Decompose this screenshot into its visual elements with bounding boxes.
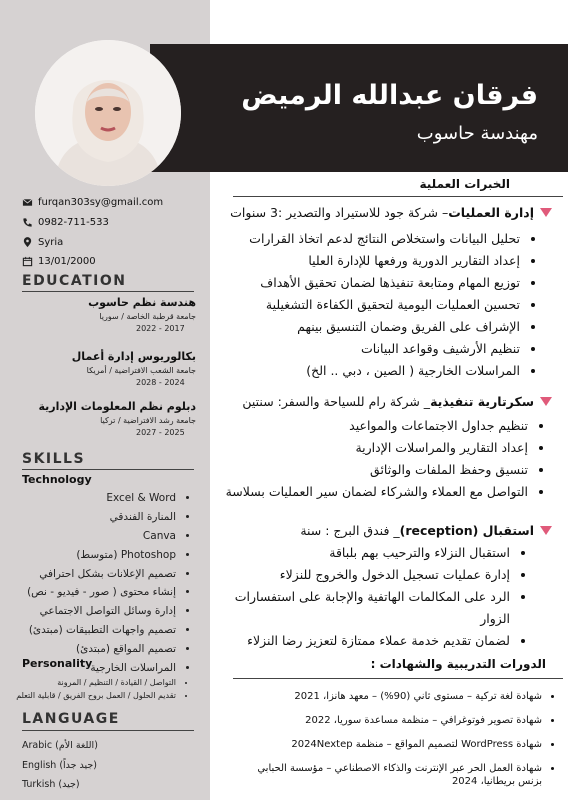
- skill-item: • تصميم المواقع (مبتدئ): [27, 640, 176, 659]
- bullet-item: • لضمان تقديم خدمة عملاء ممتازة لتعزيز رضا النزلاء: [220, 630, 510, 652]
- birthdate-text: 13/01/2000: [38, 256, 96, 267]
- education-years: 2017 - 2022: [136, 324, 185, 333]
- job-heading: [242, 394, 552, 409]
- candidate-role: مهندسة حاسوب: [416, 123, 538, 144]
- education-university: جامعة رشد الافتراضية / تركيا: [100, 416, 196, 425]
- experience-title: الخبرات العملية: [419, 177, 510, 191]
- skills-rule: [22, 469, 194, 470]
- bullet-item: • إعداد التقارير الدورية ورفعها للإدارة العليا: [249, 250, 520, 272]
- phone-text: 0982-711-533: [38, 217, 109, 228]
- education-university: جامعة قرطبة الخاصة / سوريا: [99, 312, 196, 321]
- profile-photo: [35, 40, 181, 186]
- skill-item: • إدارة وسائل التواصل الاجتماعي: [27, 602, 176, 621]
- location-text: Syria: [38, 237, 64, 248]
- technology-list: [27, 489, 190, 678]
- job-title: سكرتارية تنفيذية: [430, 394, 534, 409]
- personality-item: • تقديم الحلول / العمل بروح الفريق / قابلية التعلم: [16, 689, 176, 702]
- email-contact: [22, 197, 163, 208]
- experience-rule: [233, 196, 563, 197]
- bullet-item: • توزيع المهام ومتابعة تنفيذها لضمان تحقيق الأهداف: [249, 272, 520, 294]
- bullet-item: • الإشراف على الفريق وضمان التنسيق بينهم: [249, 316, 520, 338]
- bullet-item: • إدارة عمليات تسجيل الدخول والخروج للنزلاء: [220, 564, 510, 586]
- education-item: [16, 296, 196, 333]
- skill-item: • تصميم واجهات التطبيقات (مبتدئ): [27, 621, 176, 640]
- triangle-marker-icon: [540, 397, 552, 406]
- language-item: English (جيد جداً): [22, 760, 97, 771]
- job-bullets: [220, 542, 532, 652]
- job-bullets: [249, 228, 542, 382]
- education-degree: هندسة نظم حاسوب: [88, 296, 196, 309]
- course-item: • شهادة WordPress لتصميم المواقع – منظمة 2024Nextep: [242, 738, 542, 751]
- job-title: إدارة العمليات: [448, 205, 534, 220]
- triangle-marker-icon: [540, 526, 552, 535]
- course-item: • شهادة لغة تركية – مستوى ثاني (90%) – معهد هانزا، 2021: [242, 690, 542, 703]
- job-bullets: [226, 415, 550, 503]
- job-heading: [230, 205, 552, 220]
- bullet-item: • تحسين العمليات اليومية لتحقيق الكفاءة التشغيلية: [249, 294, 520, 316]
- personality-list: [16, 676, 190, 702]
- bullet-item: • تنسيق وحفظ الملفات والوثائق: [226, 459, 528, 481]
- course-item: • شهادة العمل الحر عبر الإنترنت والذكاء الاصطناعي – مؤسسة الحبابي بزنس بريطانيا، 2024: [242, 762, 542, 788]
- bullet-item: • إعداد التقارير والمراسلات الإدارية: [226, 437, 528, 459]
- profile-portrait-icon: [35, 40, 181, 186]
- envelope-icon: [22, 197, 33, 208]
- course-item: • شهادة تصوير فوتوغرافي – منظمة مساعدة سوريا، 2022: [242, 714, 542, 727]
- courses-rule: [233, 678, 563, 679]
- education-degree: دبلوم نظم المعلومات الإدارية: [38, 400, 196, 413]
- courses-title: الدورات التدريبية والشهادات :: [370, 657, 546, 671]
- job-detail: _ شركة رام للسياحة والسفر: سنتين: [242, 394, 431, 409]
- education-university: جامعة الشعب الافتراضية / أمريكا: [86, 366, 196, 375]
- bullet-item: • استقبال النزلاء والترحيب بهم بلباقة: [220, 542, 510, 564]
- email-text: furqan303sy@gmail.com: [38, 197, 164, 208]
- phone-contact: [22, 217, 109, 228]
- personality-item: • التواصل / القيادة / التنظيم / المرونة: [16, 676, 176, 689]
- job-detail: – شركة جود للاستيراد والتصدير :3 سنوات: [230, 205, 449, 220]
- skill-item: • إنشاء محتوى ( صور - فيديو - نص): [27, 583, 176, 602]
- technology-title: Technology: [22, 473, 92, 486]
- skill-item: • المنارة الفندقي: [27, 508, 176, 527]
- language-title: LANGUAGE: [22, 711, 120, 727]
- skill-item: • Canva: [27, 527, 176, 546]
- bullet-item: • تنظيم الأرشيف وقواعد البيانات: [249, 338, 520, 360]
- location-contact: [22, 237, 63, 248]
- birthdate-contact: [22, 256, 96, 267]
- location-pin-icon: [22, 237, 33, 248]
- education-years: 2025 - 2027: [136, 428, 185, 437]
- bullet-item: • تنظيم جداول الاجتماعات والمواعيد: [226, 415, 528, 437]
- education-item: [16, 350, 196, 387]
- bullet-item: • الرد على المكالمات الهاتفية والإجابة على استفسارات الزوار: [220, 586, 510, 630]
- education-years: 2024 - 2028: [136, 378, 185, 387]
- language-item: Turkish (جيد): [22, 779, 80, 790]
- skill-item: • المراسلات الخارجية: [27, 659, 176, 678]
- job-title: استقبال (reception): [399, 523, 534, 538]
- education-item: [16, 400, 196, 437]
- skill-item: • تصميم الإعلانات بشكل احترافي: [27, 565, 176, 584]
- bullet-item: • تحليل البيانات واستخلاص النتائج لدعم اتخاذ القرارات: [249, 228, 520, 250]
- language-rule: [22, 730, 194, 731]
- education-rule: [22, 291, 194, 292]
- courses-list: [242, 690, 554, 788]
- triangle-marker-icon: [540, 208, 552, 217]
- bullet-item: • المراسلات الخارجية ( الصين ، دبي .. الخ): [249, 360, 520, 382]
- job-heading: [300, 523, 552, 538]
- bullet-item: • التواصل مع العملاء والشركاء لضمان سير العمليات بسلاسة: [226, 481, 528, 503]
- personality-title: Personality: [22, 657, 93, 670]
- education-degree: بكالوريوس إدارة أعمال: [71, 350, 196, 363]
- candidate-name: فرقان عبدالله الرميض: [241, 80, 538, 111]
- skills-title: SKILLS: [22, 451, 86, 467]
- job-detail: _ فندق البرج : سنة: [300, 523, 400, 538]
- skill-item: • Excel & Word: [27, 489, 176, 508]
- phone-icon: [22, 217, 33, 228]
- calendar-icon: [22, 256, 33, 267]
- language-item: Arabic (اللغة الأم): [22, 740, 98, 751]
- education-title: EDUCATION: [22, 273, 127, 289]
- skill-item: • Photoshop (متوسط): [27, 546, 176, 565]
